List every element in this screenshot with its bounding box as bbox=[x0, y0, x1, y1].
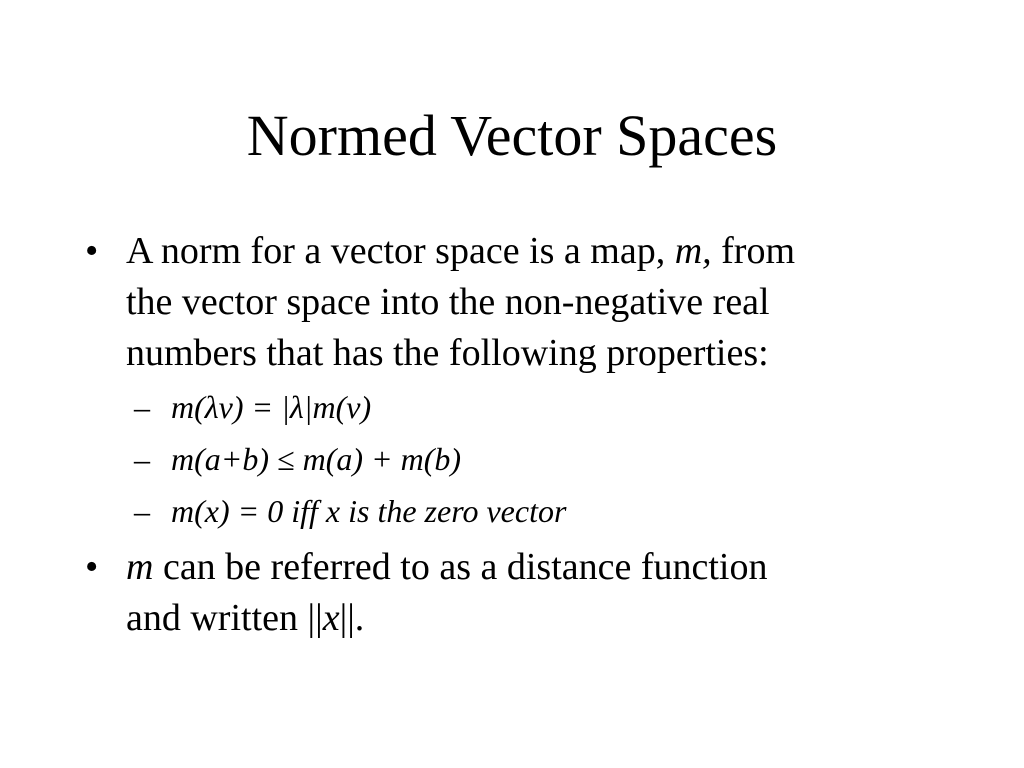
bullet-line: the vector space into the non-negative real bbox=[126, 281, 770, 323]
bullet-line bbox=[126, 542, 946, 593]
sub-item-text: m(λv) = |λ|m(v) bbox=[171, 389, 372, 425]
sub-item-marker: – bbox=[134, 389, 150, 425]
bullet-line bbox=[126, 593, 946, 644]
bullet-variable: m bbox=[126, 546, 154, 588]
bullet-text: A norm for a vector space is a map, bbox=[126, 230, 675, 272]
bullet-marker: • bbox=[85, 546, 99, 588]
sub-item-triangle-inequality bbox=[134, 438, 462, 480]
sub-item-text: m(x) = 0 iff x is the zero vector bbox=[171, 493, 567, 529]
bullet-text: from bbox=[711, 230, 796, 272]
bullet-text: can be referred to as a distance function bbox=[153, 546, 768, 588]
sub-item-homogeneity bbox=[134, 386, 372, 428]
bullet-marker: • bbox=[85, 230, 99, 272]
bullet-text: and written || bbox=[126, 597, 323, 639]
slide-title: Normed Vector Spaces bbox=[246, 103, 778, 168]
bullet-item-distance-function bbox=[85, 542, 946, 644]
bullet-variable: m, bbox=[674, 230, 712, 272]
bullet-line: numbers that has the following properties: bbox=[126, 332, 769, 374]
bullet-variable: x bbox=[322, 597, 340, 639]
sub-item-zero-vector bbox=[134, 490, 567, 532]
sub-item-marker: – bbox=[134, 493, 150, 529]
sub-item-text: m(a+b) ≤ m(a) + m(b) bbox=[171, 441, 462, 477]
bullet-text: ||. bbox=[339, 597, 365, 639]
bullet-item-norm-definition bbox=[85, 226, 946, 379]
sub-item-marker: – bbox=[134, 441, 150, 477]
bullet-line bbox=[126, 226, 946, 277]
